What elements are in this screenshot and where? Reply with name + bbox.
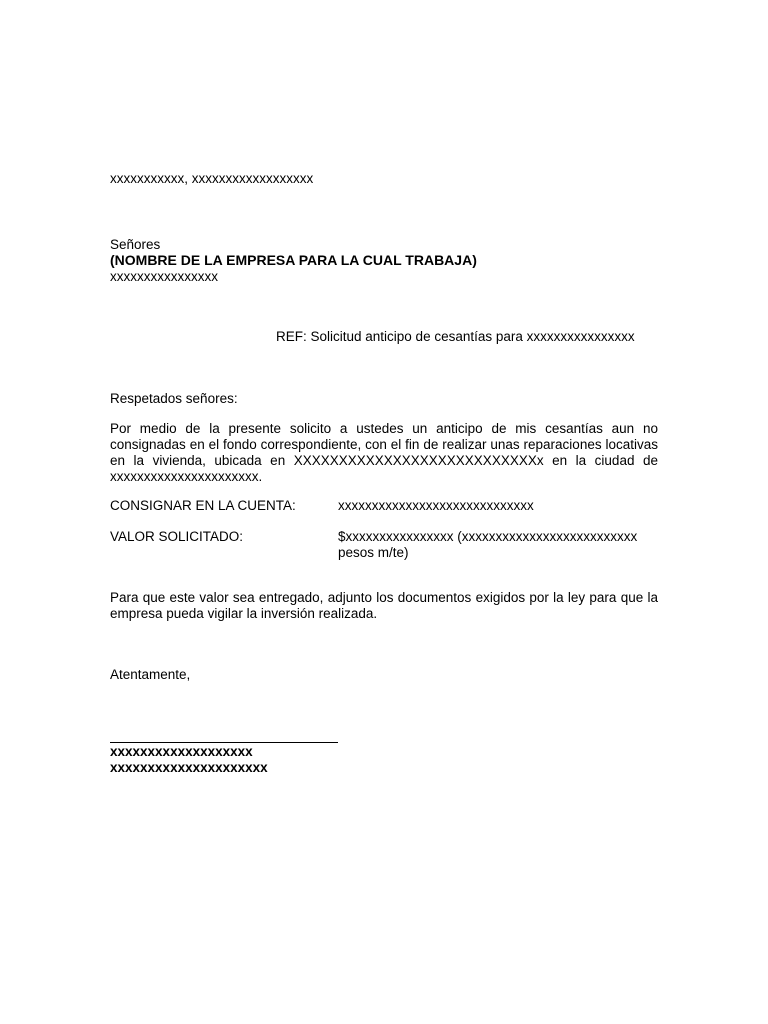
amount-value: [338, 529, 658, 561]
greeting: Respetados señores:: [110, 391, 238, 406]
amount-value-line2: pesos m/te): [338, 545, 409, 560]
signature-line: [110, 742, 338, 743]
company-name: (NOMBRE DE LA EMPRESA PARA LA CUAL TRABAJA): [110, 252, 477, 268]
company-address: xxxxxxxxxxxxxxxx: [110, 269, 218, 284]
account-label: CONSIGNAR EN LA CUENTA:: [110, 498, 296, 513]
signature-id: xxxxxxxxxxxxxxxxxxxxx: [110, 760, 268, 775]
amount-label: VALOR SOLICITADO:: [110, 529, 244, 544]
reference-line: REF: Solicitud anticipo de cesantías para xxxxxxxxxxxxxxxx: [276, 329, 635, 344]
closing-paragraph: Para que este valor sea entregado, adjunto los documentos exigidos por la ley para que la empresa pueda vigilar la inversión realizada.: [110, 590, 658, 621]
account-value: xxxxxxxxxxxxxxxxxxxxxxxxxxxxx: [338, 498, 534, 513]
addressee-salutation: Señores: [110, 237, 161, 252]
signature-name: xxxxxxxxxxxxxxxxxxx: [110, 744, 253, 759]
closing-salutation: Atentamente,: [110, 667, 191, 682]
place-date: xxxxxxxxxxx, xxxxxxxxxxxxxxxxxx: [110, 171, 314, 186]
amount-value-line1: $xxxxxxxxxxxxxxxx (xxxxxxxxxxxxxxxxxxxxxxxxxx: [338, 529, 638, 544]
body-paragraph: Por medio de la presente solicito a ustedes un anticipo de mis cesantías aun no consignadas en el fondo correspondiente, con el fin de realizar unas reparaciones locativas en la vivienda, ubicada en XXXXXXXXXXXXXXXXXXXXXXXXXXXx en la ciudad de xxxxxxxxxxxxxxxxxxxxxx.: [110, 421, 658, 484]
